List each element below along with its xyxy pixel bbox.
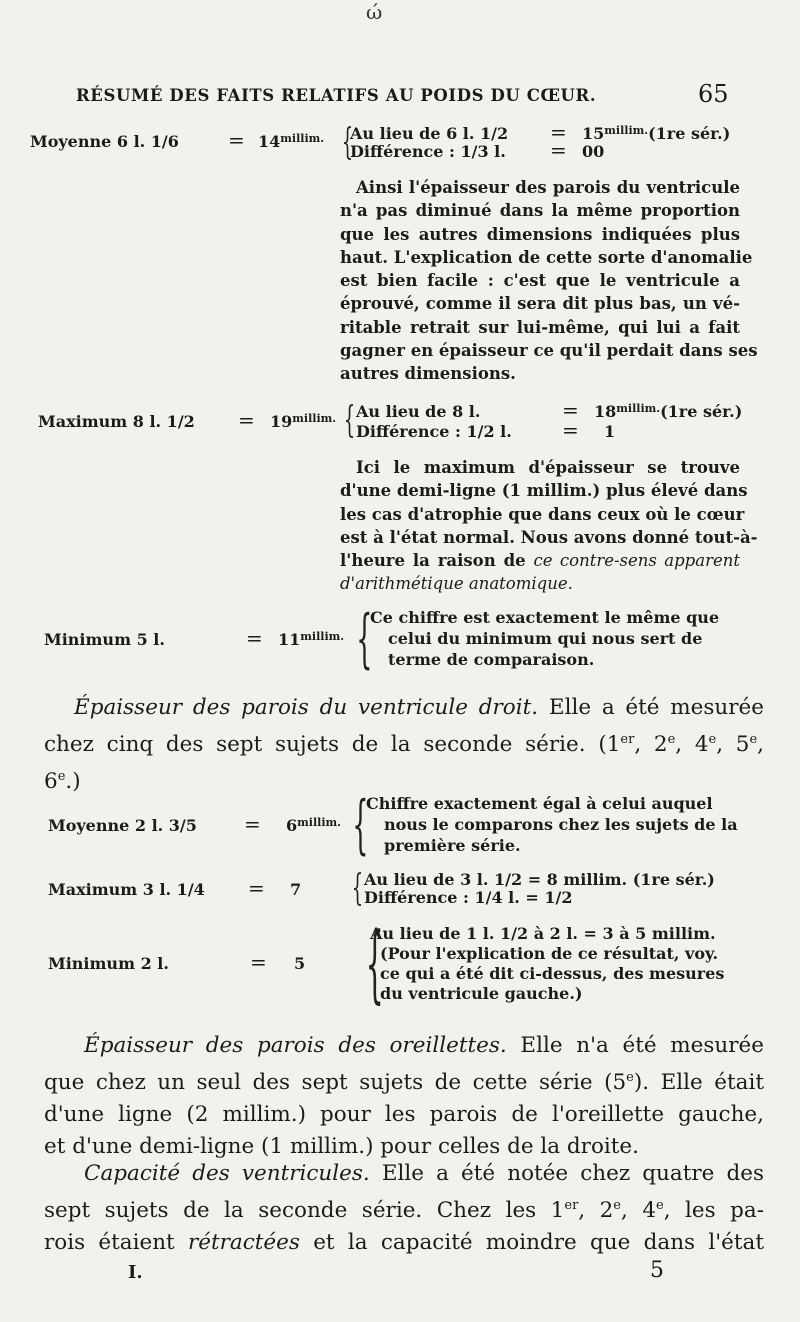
- text-line: que les autres dimensions indiquées plus: [340, 224, 740, 244]
- note-line: ce qui a été dit ci-dessus, des mesures: [380, 964, 725, 983]
- text-line: haut. L'explication de cette sorte d'anomalie: [340, 247, 753, 267]
- sheet-number: 5: [650, 1258, 664, 1283]
- paragraph-maximum: [340, 456, 758, 596]
- maximum-lv-line1: Au lieu de 8 l.: [356, 402, 481, 421]
- note-line: Au lieu de 1 l. 1/2 à 2 l. = 3 à 5 millim.: [370, 924, 716, 943]
- brace-icon: {: [341, 122, 354, 163]
- minimum-rv-value: 5: [294, 954, 306, 973]
- moyenne-rv-row: [48, 788, 768, 862]
- top-mark: ώ: [366, 0, 383, 24]
- maximum-lv-line1-eq: =: [562, 398, 579, 422]
- maximum-rv-eq: =: [248, 876, 265, 900]
- moyenne-lv-line2-value: 00: [582, 142, 605, 161]
- text-line: d'arithmétique anatomique.: [340, 574, 573, 594]
- minimum-lv-eq: =: [246, 626, 263, 650]
- moyenne-lv-row: [30, 120, 750, 172]
- minimum-rv-label: Minimum 2 l.: [48, 954, 169, 973]
- note-line: nous le comparons chez les sujets de la: [384, 815, 738, 834]
- brace-icon: {: [343, 400, 356, 441]
- note-line: Ce chiffre est exactement le même que: [370, 608, 720, 627]
- text-line: éprouvé, comme il sera dit plus bas, un vé-: [340, 294, 740, 314]
- maximum-rv-label: Maximum 3 l. 1/4: [48, 880, 205, 899]
- minimum-rv-row: [48, 914, 768, 1012]
- text-line: Épaisseur des parois des oreillettes. Elle n'a été mesurée: [84, 1033, 764, 1058]
- maximum-rv-line2: Différence : 1/4 l. = 1/2: [364, 888, 573, 907]
- moyenne-lv-line1: Au lieu de 6 l. 1/2: [350, 124, 509, 143]
- text-line: Capacité des ventricules. Elle a été notée chez quatre des: [84, 1161, 764, 1186]
- text-line: autres dimensions.: [340, 364, 516, 384]
- page-header: [76, 80, 736, 110]
- section-oreillettes: [44, 1030, 764, 1163]
- moyenne-lv-line2-eq: =: [550, 138, 567, 162]
- text-line: ritable retrait sur lui-même, qui lui a fait: [340, 317, 740, 337]
- signature-mark: I.: [128, 1262, 143, 1283]
- note-line: celui du minimum qui nous sert de: [388, 629, 703, 648]
- brace-icon: {: [356, 602, 373, 676]
- text-line: que chez un seul des sept sujets de cette série (5e). Elle était: [44, 1070, 764, 1095]
- maximum-rv-row: [48, 870, 768, 914]
- moyenne-lv-label: Moyenne 6 l. 1/6: [30, 132, 179, 151]
- moyenne-lv-line1-value: $15^{millim.}(1re$ sér.): [582, 124, 731, 143]
- text-line: n'a pas diminué dans la même proportion: [340, 201, 740, 221]
- text-line: est à l'état normal. Nous avons donné tout-à-: [340, 527, 758, 547]
- minimum-lv-row: [44, 602, 764, 676]
- maximum-lv-line1-value: $18^{millim.}(1re$ sér.): [594, 402, 743, 421]
- brace-icon: {: [365, 914, 384, 1012]
- text-line: l'heure la raison de ce contre-sens apparent: [340, 551, 740, 571]
- maximum-lv-row: [38, 400, 758, 446]
- maximum-lv-line2: Différence : 1/2 l.: [356, 422, 512, 441]
- page-number: 65: [698, 80, 729, 108]
- text-line: est bien facile : c'est que le ventricule a: [340, 271, 740, 291]
- running-title: RÉSUMÉ DES FAITS RELATIFS AU POIDS DU CŒUR.: [76, 86, 597, 105]
- text-line: d'une ligne (2 millim.) pour les parois de l'oreillette gauche,: [44, 1102, 764, 1127]
- note-line: (Pour l'explication de ce résultat, voy.: [380, 944, 719, 963]
- maximum-lv-value: $19^{millim.}$: [270, 412, 337, 431]
- section-ventricule-droit: [44, 692, 764, 798]
- minimum-lv-value: $11^{millim.}$: [278, 630, 345, 649]
- paragraph-anomalie: [340, 176, 758, 386]
- note-line: du ventricule gauche.): [380, 984, 583, 1003]
- brace-icon: {: [352, 788, 369, 862]
- text-line: rois étaient rétractées et la capacité moindre que dans l'état: [44, 1230, 764, 1255]
- maximum-rv-value: 7: [290, 880, 302, 899]
- maximum-lv-label: Maximum 8 l. 1/2: [38, 412, 195, 431]
- text-line: chez cinq des sept sujets de la seconde série. (1er, 2e, 4e, 5e,: [44, 732, 765, 757]
- text-line: gagner en épaisseur ce qu'il perdait dans ses: [340, 341, 758, 361]
- note-line: première série.: [384, 836, 521, 855]
- moyenne-lv-line1-eq: =: [550, 120, 567, 144]
- text-line: Ainsi l'épaisseur des parois du ventricule: [356, 178, 740, 197]
- moyenne-rv-eq: =: [244, 812, 261, 836]
- moyenne-lv-line2: Différence : 1/3 l.: [350, 142, 506, 161]
- maximum-lv-line2-eq: =: [562, 418, 579, 442]
- text-line: Épaisseur des parois du ventricule droit. Elle a été mesurée: [74, 695, 764, 720]
- maximum-lv-line2-value: 1: [604, 422, 616, 441]
- maximum-lv-eq: =: [238, 408, 255, 432]
- minimum-rv-eq: =: [250, 950, 267, 974]
- text-line: d'une demi-ligne (1 millim.) plus élevé dans: [340, 481, 748, 501]
- moyenne-lv-value: $14^{millim.}$: [258, 132, 325, 151]
- text-line: et d'une demi-ligne (1 millim.) pour celles de la droite.: [44, 1134, 639, 1159]
- text-line: les cas d'atrophie que dans ceux où le cœur: [340, 504, 745, 524]
- text-line: Ici le maximum d'épaisseur se trouve: [356, 458, 740, 477]
- moyenne-lv-eq: =: [228, 128, 245, 152]
- note-line: terme de comparaison.: [388, 650, 595, 669]
- section-capacite: [44, 1158, 764, 1259]
- text-line: sept sujets de la seconde série. Chez les 1er, 2e, 4e, les pa-: [44, 1198, 764, 1223]
- minimum-lv-label: Minimum 5 l.: [44, 630, 165, 649]
- brace-icon: {: [351, 868, 364, 909]
- note-line: Chiffre exactement égal à celui auquel: [366, 794, 713, 813]
- moyenne-rv-value: $6^{millim.}$: [286, 816, 341, 835]
- text-line: 6e.): [44, 769, 81, 794]
- moyenne-rv-label: Moyenne 2 l. 3/5: [48, 816, 197, 835]
- maximum-rv-line1: Au lieu de 3 l. 1/2 = 8 millim. (1re sér.): [364, 870, 715, 889]
